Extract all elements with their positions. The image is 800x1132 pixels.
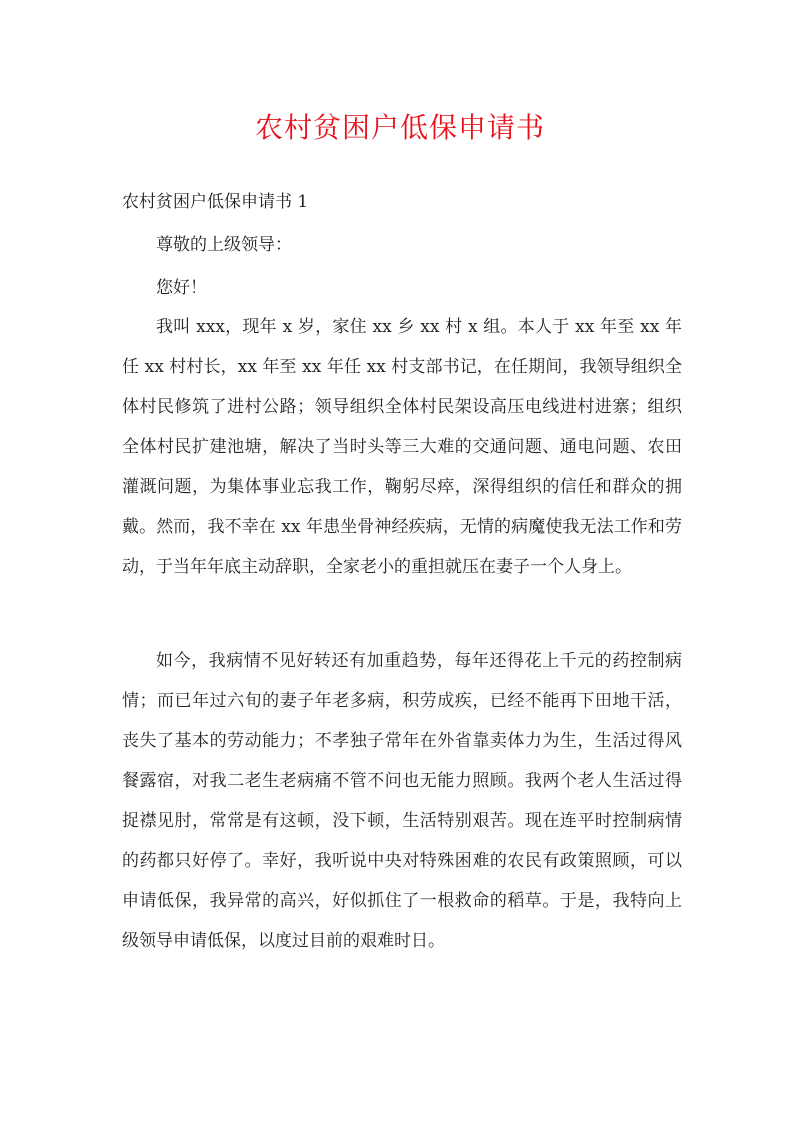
body-paragraph: 我叫 xxx，现年 x 岁，家住 xx 乡 xx 村 x 组。本人于 xx 年至 xx 年任 xx 村村长，xx 年至 xx 年任 xx 村支部书记，在任期间，我领导组织全体村民修筑了进村公路；领导组织全体村民架设高压电线进村进寨；组织全体村民扩建池塘，解决了当时头等三大难的交通问题、通电问题、农田灌溉问题，为集体事业忘我工作，鞠躬尽瘁，深得组织的信任和群众的拥戴。然而，我不幸在 xx 年患坐骨神经疾病，无情的病魔使我无法工作和劳动，于当年年底主动辞职，全家老小的重担就压在妻子一个人身上。 <box>122 317 682 577</box>
greeting: 您好！ <box>156 278 207 298</box>
document-subtitle: 农村贫困户低保申请书 1 <box>122 192 309 212</box>
document-title: 农村贫困户低保申请书 <box>254 111 545 144</box>
body-paragraph: 如今，我病情不见好转还有加重趋势，每年还得花上千元的药控制病情；而已年过六旬的妻子年老多病，积劳成疾，已经不能再下田地干活，丧失了基本的劳动能力；不孝独子常年在外省靠卖体力为生，生活过得风餐露宿，对我二老生老病痛不管不问也无能力照顾。我两个老人生活过得捉襟见肘，常常是有这顿，没下顿，生活特别艰苦。现在连平时控制病情的药都只好停了。幸好，我听说中央对特殊困难的农民有政策照顾，可以申请低保，我异常的高兴，好似抓住了一根救命的稻草。于是，我特向上级领导申请低保，以度过目前的艰难时日。 <box>122 651 682 951</box>
salutation: 尊敬的上级领导： <box>156 235 292 255</box>
